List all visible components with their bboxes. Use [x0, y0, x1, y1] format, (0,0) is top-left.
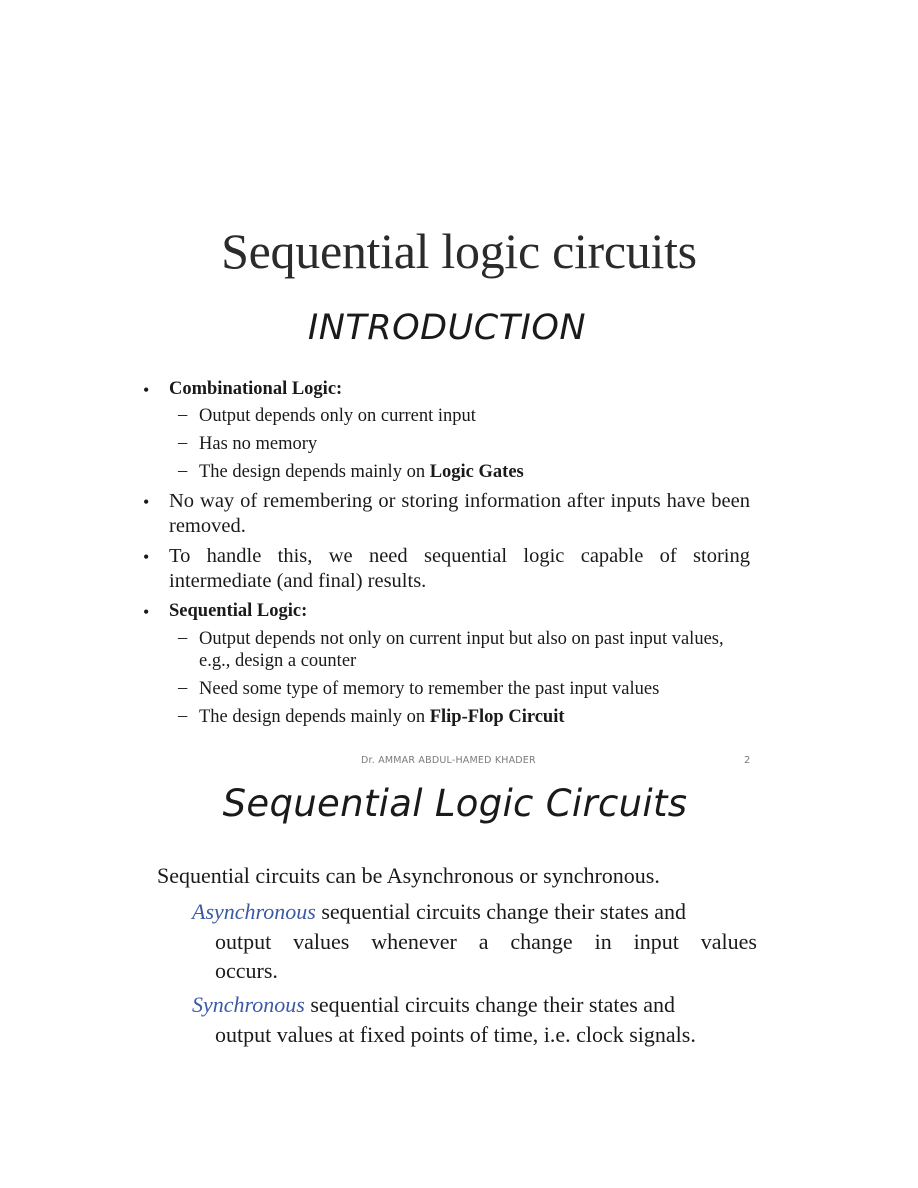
introduction-heading: INTRODUCTION: [307, 308, 587, 348]
dash-marker: –: [178, 628, 188, 648]
sequential-sub-item: [199, 706, 751, 728]
sequential-logic-label: Sequential Logic:: [169, 601, 308, 621]
definition-line: output values at fixed points of time, i.e. clock signals.: [215, 1021, 696, 1047]
bullet-text: No way of remembering or storing information after inputs have been removed.: [169, 490, 750, 537]
asynchronous-term: Asynchronous: [192, 899, 316, 924]
sequential-sub-item: Need some type of memory to remember the past input values: [199, 679, 660, 699]
sequential-sub-item: Output depends not only on current input but also on past input values, e.g., design a counter: [199, 629, 724, 671]
sequential-circuits-heading: Sequential Logic Circuits: [222, 782, 688, 825]
asynchronous-definition: [192, 897, 757, 986]
definition-line: sequential circuits change their states and: [304, 992, 676, 1017]
sub-item-emphasis: Logic Gates: [429, 462, 524, 482]
definition-line: output values whenever a change in input values: [215, 928, 757, 954]
dash-marker: –: [178, 461, 188, 481]
intro-sentence: Sequential circuits can be Asynchronous or synchronous.: [157, 863, 660, 888]
dash-marker: –: [178, 678, 188, 698]
combinational-sub-item: Output depends only on current input: [199, 406, 476, 426]
definition-line: occurs.: [215, 958, 278, 983]
dash-marker: –: [178, 433, 188, 453]
combinational-sub-item: [199, 461, 751, 483]
combinational-sub-item: Has no memory: [199, 434, 318, 454]
slide-title: Sequential logic circuits: [221, 223, 697, 279]
definition-line: sequential circuits change their states and: [315, 899, 687, 924]
footer-author: Dr. AMMAR ABDUL-HAMED KHADER: [361, 755, 536, 766]
bullet-marker: •: [143, 547, 150, 567]
dash-marker: –: [178, 405, 188, 425]
bullet-marker: •: [143, 602, 150, 622]
sub-item-prefix: The design depends mainly on: [199, 462, 430, 482]
combinational-logic-label: Combinational Logic:: [169, 379, 343, 399]
sub-item-prefix: The design depends mainly on: [199, 707, 430, 727]
bullet-marker: •: [143, 492, 150, 512]
sub-item-emphasis: Flip-Flop Circuit: [429, 707, 565, 727]
dash-marker: –: [178, 706, 188, 726]
bullet-marker: •: [143, 380, 150, 400]
page-number: 2: [744, 755, 751, 766]
synchronous-term: Synchronous: [192, 992, 305, 1017]
synchronous-definition: [192, 990, 757, 1049]
bullet-text: To handle this, we need sequential logic capable of storing intermediate (and final) results.: [169, 545, 750, 592]
